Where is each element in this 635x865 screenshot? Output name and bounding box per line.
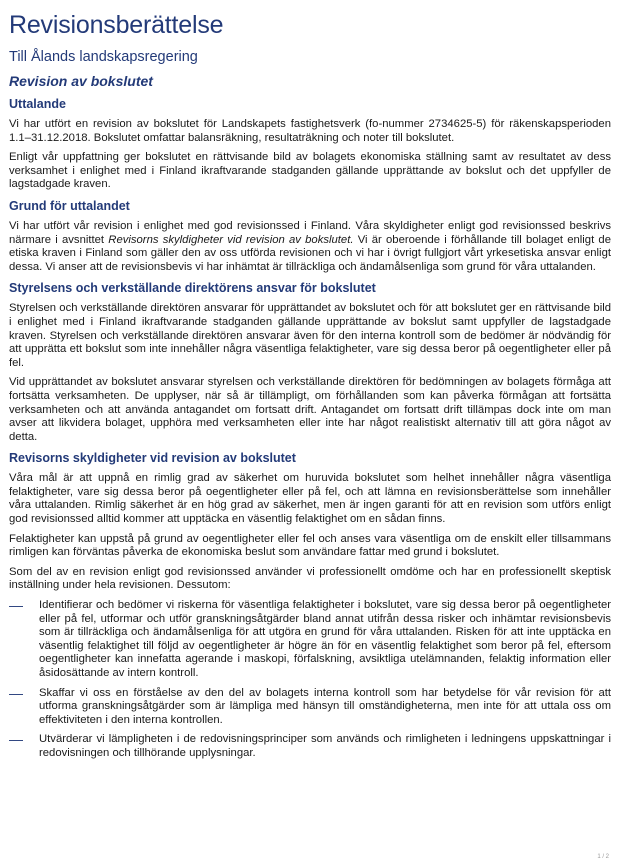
paragraph-revisorns-1: Våra mål är att uppnå en rimlig grad av säkerhet om huruvida bokslutet som helhet innehåller några väsentliga felaktigheter, vare sig dessa beror på oegentligheter eller på fel, och att lämna en revisionsberättelse som innehåller våra uttalanden. Rimlig säkerhet är en hög grad av säkerhet, men är ingen garanti för att en revision som utförs enligt god revisionssed alltid kommer att upptäcka en väsentlig felaktighet om en sådan finns. [9,472,611,526]
paragraph-styrelsens-1: Styrelsen och verkställande direktören ansvarar för upprättandet av bokslutet och för att bokslutet ger en rättvisande bild i enlighet med i Finland ikraftvarande stadganden gällande upprättande av bokslut samt uppfyller de lagstadgade kraven. Styrelsen och verkställande direktören ansvarar även för den interna kontroll som de bedömer är nödvändig för att upprätta ett bokslut som inte innehåller några väsentliga felaktigheter, vare sig dessa beror på oegentligheter eller på fel. [9,302,611,369]
paragraph-revisorns-3: Som del av en revision enligt god revisionssed använder vi professionellt omdöme och har en professionellt skeptisk inställning under hela revisionen. Dessutom: [9,565,611,592]
page-number: 1 / 2 [597,854,609,860]
paragraph-uttalande-1: Vi har utfört en revision av bokslutet för Landskapets fastighetsverk (fo-nummer 2734625-5) för räkenskapsperioden 1.1–31.12.2018. Bokslutet omfattar balansräkning, resultaträkning och noter till bokslutet. [9,118,611,144]
list-item [9,599,611,681]
list-item [9,684,611,728]
paragraph-revisorns-2: Felaktigheter kan uppstå på grund av oegentligheter eller fel och anses vara väsentliga om de enskilt eller tillsammans rimligen kan förväntas påverka de ekonomiska beslut som användare fattar med grund i bokslutet. [9,532,611,559]
section-title: Revision av bokslutet [9,73,153,89]
page-title: Revisionsberättelse [9,11,224,39]
list-item-text: Identifierar och bedömer vi riskerna för väsentliga felaktigheter i bokslutet, vare sig dessa beror på oegentligheter eller på fel, utformar och utför granskningsåtgärder bland annat utifrån dessa risker och inhämtar revisionsbevis som är tillräckliga och ändamålsenliga för att utgöra en grund för våra uttalanden. Risken för att inte upptäcka en väsentlig felaktighet till följd av oegentligheter är högre än för en väsentlig felaktighet som beror på fel, eftersom oegentligheter kan innefatta agerande i maskopi, förfalskning, avsiktliga utelämnanden, felaktig information eller åsidosättande av intern kontroll. [39,599,611,679]
grund-text-before: Vi har utfört vår revision i enlighet med god revisionssed i Finland. Våra skyldigheter enligt god revisionssed beskrivs närmare i avsnittet [9,219,611,246]
paragraph-grund-1 [9,220,611,274]
list-item [9,733,611,760]
audit-procedures-list [9,599,611,761]
list-item-text: Skaffar vi oss en förståelse av den del av bolagets interna kontroll som har betydelse för vår revision för att utforma granskningsåtgärder som är lämpliga med hänsyn till omständigheterna, men inte för att uttala oss om effektiviteten i den interna kontrollen. [39,686,611,726]
heading-grund: Grund för uttalandet [9,198,130,213]
grund-text-italic: Revisorns skyldigheter vid revision av bokslutet. [108,233,354,246]
dash-bullet-icon: — [9,597,23,614]
dash-bullet-icon: — [9,731,23,748]
heading-revisorns: Revisorns skyldigheter vid revision av bokslutet [9,451,296,466]
paragraph-styrelsens-2: Vid upprättandet av bokslutet ansvarar styrelsen och verkställande direktören för bedömningen av bolagets förmåga att fortsätta verksamheten. De upplyser, när så är tillämpligt, om förhållanden som kan påverka förmågan att fortsätta verksamheten och att använda antagandet om fortsatt drift. Antagandet om fortsatt drift tillämpas dock inte om man avser att likvidera bolaget, upphöra med verksamheten eller inte har något realistiskt alternativ till att göra något av detta. [9,376,611,443]
grund-text-after: Vi är oberoende i förhållande till bolaget enligt de etiska kraven i Finland som gäller den av oss utförda revisionen och vi har i övrigt fullgjort vårt yrkesetiska ansvar enligt dessa. Vi anser att de revisionsbevis vi har inhämtat är tillräckliga och ändamålsenliga som grund för våra uttalanden. [9,233,611,273]
paragraph-uttalande-2: Enligt vår uppfattning ger bokslutet en rättvisande bild av bolagets ekonomiska ställning samt av resultatet av dess verksamhet i enlighet med i Finland ikraftvarande stadganden gällande upprättande av bokslut och det uppfyller de lagstadgade kraven. [9,151,611,191]
list-item-text: Utvärderar vi lämpligheten i de redovisningsprinciper som används och rimligheten i ledningens uppskattningar i redovisningen och tillhörande upplysningar. [39,733,611,759]
dash-bullet-icon: — [9,684,23,701]
audit-report-page [9,10,611,767]
heading-uttalande: Uttalande [9,97,66,111]
heading-styrelsens: Styrelsens och verkställande direktörens ansvar för bokslutet [9,281,376,296]
recipient-line: Till Ålands landskapsregering [9,49,198,65]
